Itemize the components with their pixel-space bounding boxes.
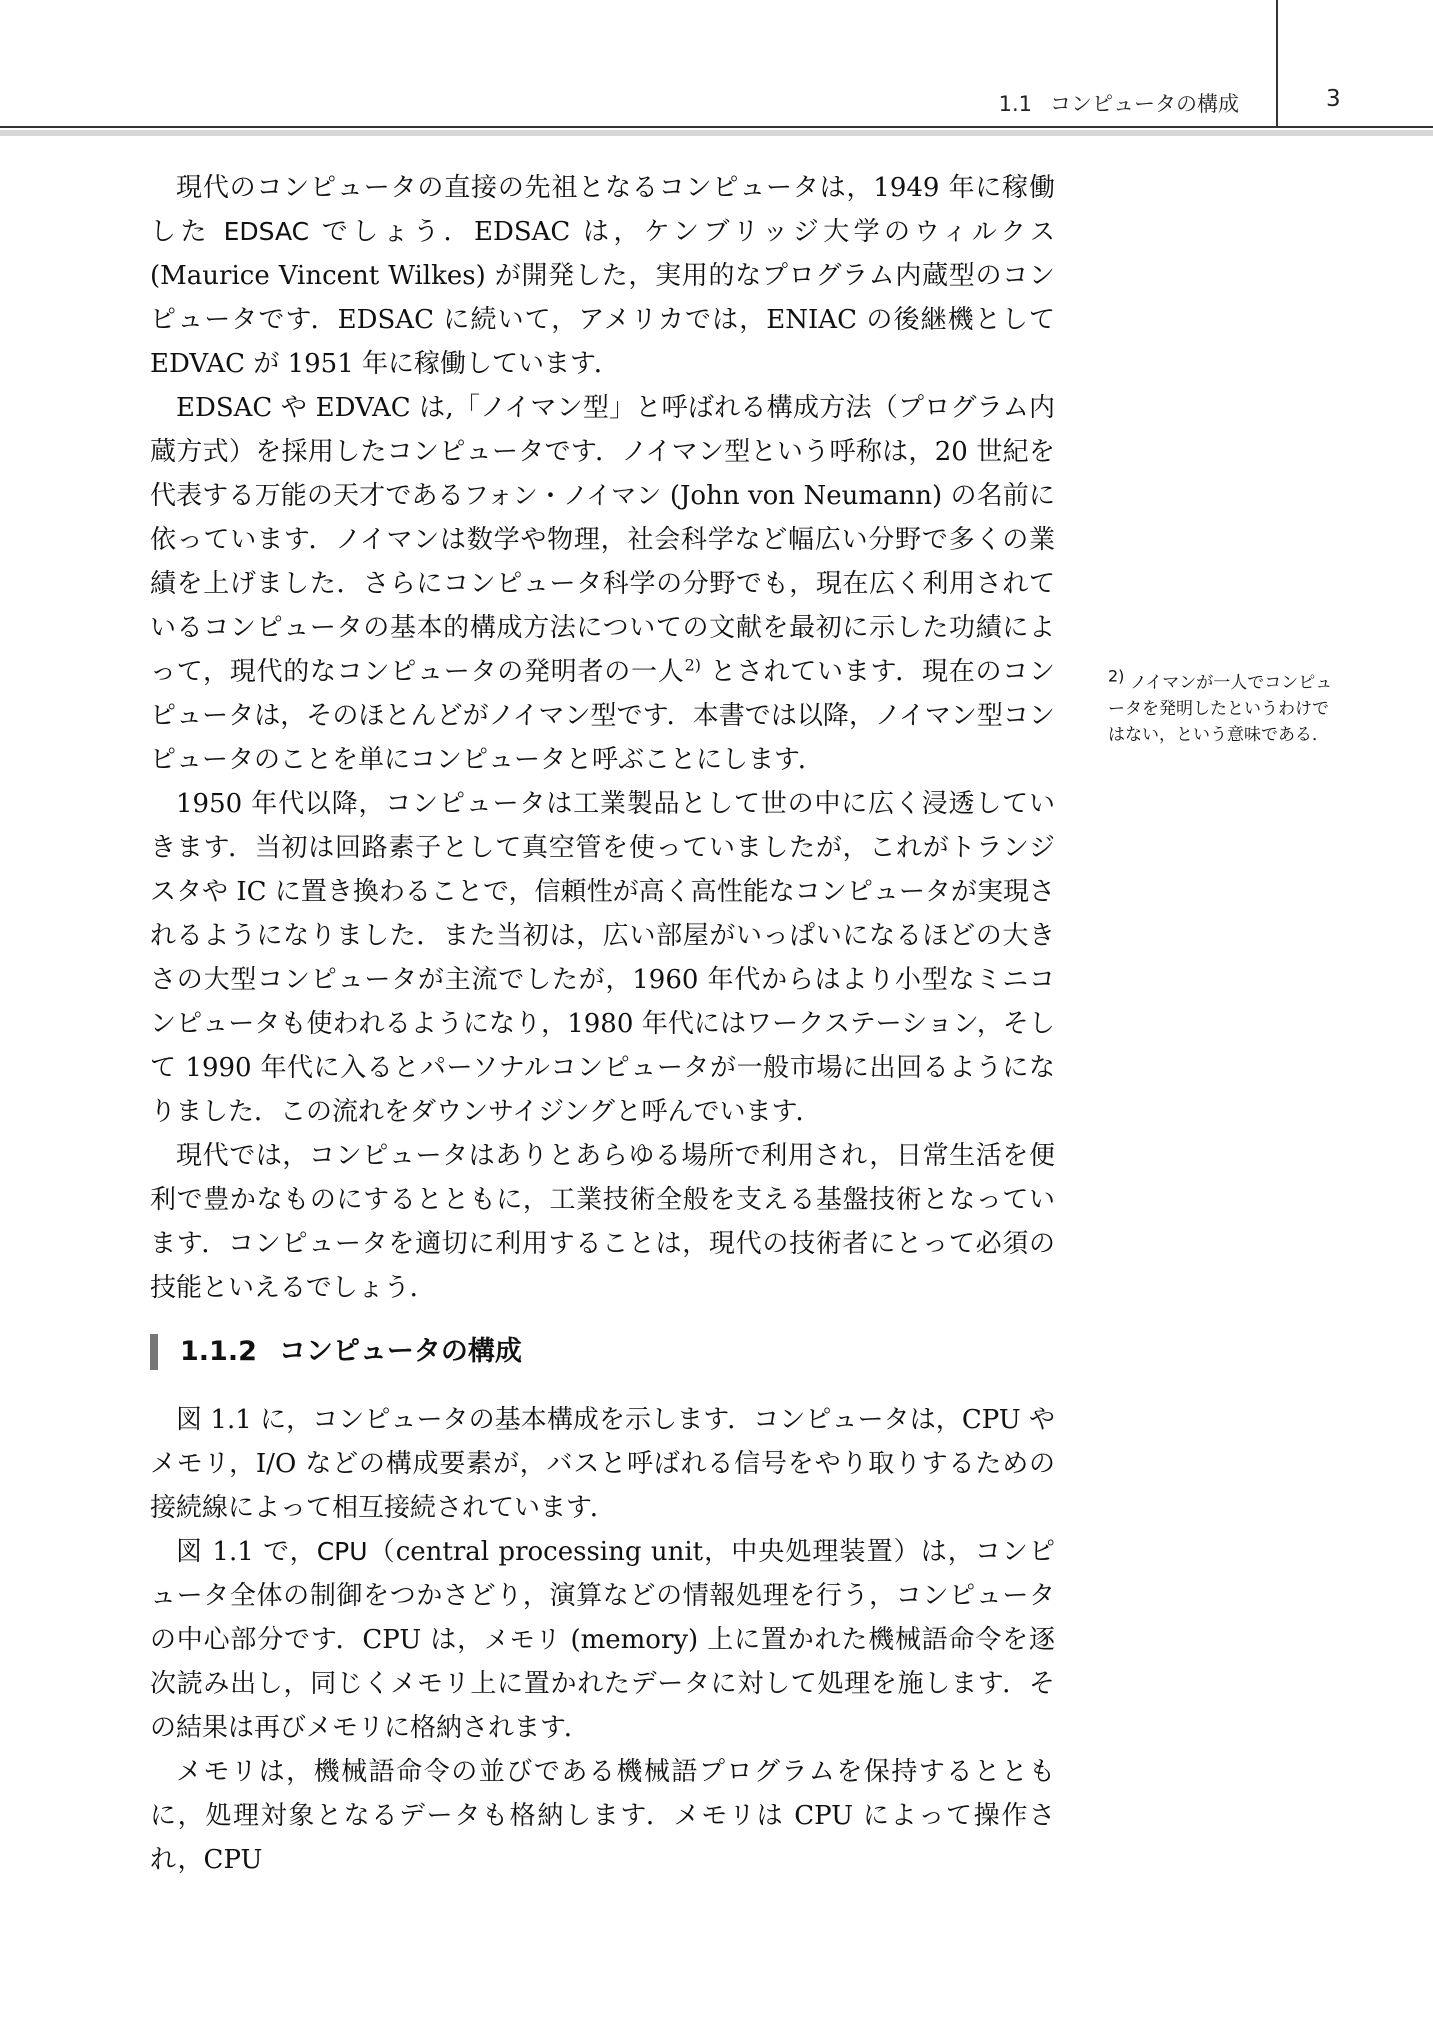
- paragraph-2-text-c: とされています．現在のコンピュータは，そのほとんどがノイマン型です．本書では以降，ノイマン型コンピュータのことを単にコンピュータと呼ぶことにします．: [150, 657, 1055, 775]
- paragraph-1-text-a: 現代のコンピュータの直接の先祖となるコンピュータは，1949 年に稼働した: [150, 173, 1055, 247]
- section-title: コンピュータの構成: [278, 1336, 522, 1367]
- paragraph-2-text-b: (John von Neumann) の名前に依っています．ノイマンは数学や物理，社会科学など幅広い分野で多くの業績を上げました．さらにコンピュータ科学の分野でも，現在広く利用されているコンピュータの基本的構成方法についての文献を最初に示した功績によって，現代的なコンピュータの発明者の一人: [150, 481, 1055, 687]
- keyword-edsac: EDSAC: [223, 217, 310, 246]
- keyword-von-neumann: フォン・ノイマン: [463, 481, 662, 510]
- footnote-text: ノイマンが一人でコンピュータを発明したというわけではない，という意味である．: [1108, 673, 1333, 745]
- paragraph-1-text-b: でしょう．EDSAC は，ケンブリッジ大学の: [309, 217, 915, 247]
- paragraph-4: 現代では，コンピュータはありとあらゆる場所で利用され，日常生活を便利で豊かなものにするとともに，工業技術全般を支える基盤技術となっています．コンピュータを適切に利用することは，現代の技術者にとって必須の技能といえるでしょう．: [150, 1141, 1055, 1303]
- footnote-reference: 2): [684, 655, 701, 675]
- paragraph-5: 図 1.1 に，コンピュータの基本構成を示します．コンピュータは，CPU やメモリ，I/O などの構成要素が，バスと呼ばれる信号をやり取りするための接続線によって相互接続されています．: [150, 1405, 1055, 1523]
- header-shadow-rule: [0, 130, 1433, 136]
- paragraph-2: [150, 386, 1055, 782]
- keyword-cpu: CPU: [316, 1537, 368, 1566]
- paragraph-6-text-a: 図 1.1 で，: [176, 1537, 317, 1567]
- header-horizontal-rule: [0, 126, 1433, 128]
- paragraph-6-text-c: (memory) 上に置かれた機械語命令を逐次読み出し，同じくメモリ上に置かれたデータに対して処理を施します．その結果は再びメモリに格納されます．: [150, 1625, 1055, 1743]
- page-number: 3: [1326, 86, 1341, 112]
- header-vertical-rule: [1276, 0, 1278, 127]
- keyword-wilkes: ウィルクス: [914, 217, 1055, 246]
- section-heading: [150, 1334, 1055, 1370]
- paragraph-1-text-c: (Maurice Vincent Wilkes) が開発した，実用的なプログラム内蔵型のコンピュータです．EDSAC に続いて，アメリカでは，ENIAC の後継機として EDVAC が 1951 年に稼働しています．: [150, 261, 1055, 379]
- paragraph-6-text-b: （central processing unit，中央処理装置）は，コンピュータ全体の制御をつかさどり，演算などの情報処理を行う，コンピュータの中心部分です．CPU は，: [150, 1537, 1056, 1655]
- running-head-section-number: 1.1: [998, 92, 1032, 116]
- paragraph-7: メモリは，機械語命令の並びである機械語プログラムを保持するとともに，処理対象となるデータも格納します．メモリは CPU によって操作され，CPU: [150, 1757, 1055, 1875]
- paragraph-6: [150, 1530, 1055, 1750]
- running-head: [999, 88, 1239, 118]
- margin-footnote: [1108, 666, 1344, 748]
- paragraph-1: [150, 166, 1055, 386]
- paragraph-2-text-a: EDSAC や EDVAC は,「ノイマン型」と呼ばれる構成方法（プログラム内蔵方式）を採用したコンピュータです．ノイマン型という呼称は，20 世紀を代表する万能の天才である: [150, 393, 1055, 511]
- running-head-section-title: コンピュータの構成: [1050, 92, 1239, 116]
- main-text: [150, 166, 1055, 1882]
- paragraph-3: 1950 年代以降，コンピュータは工業製品として世の中に広く浸透していきます．当初は回路素子として真空管を使っていましたが，これがトランジスタや IC に置き換わることで，信頼性が高く高性能なコンピュータが実現されるようになりました．また当初は，広い部屋がいっぱいになるほどの大きさの大型コンピュータが主流でしたが，1960 年代からはより小型なミニコンピュータも使われるようになり，1980 年代にはワークステーション，そして 1990 年代に入るとパーソナルコンピュータが一般市場に出回るようになりました．この流れをダウンサイジングと呼んでいます．: [150, 789, 1055, 1127]
- footnote-mark: 2): [1108, 666, 1125, 686]
- keyword-memory: メモリ: [483, 1625, 562, 1654]
- section-number: 1.1.2: [180, 1336, 257, 1367]
